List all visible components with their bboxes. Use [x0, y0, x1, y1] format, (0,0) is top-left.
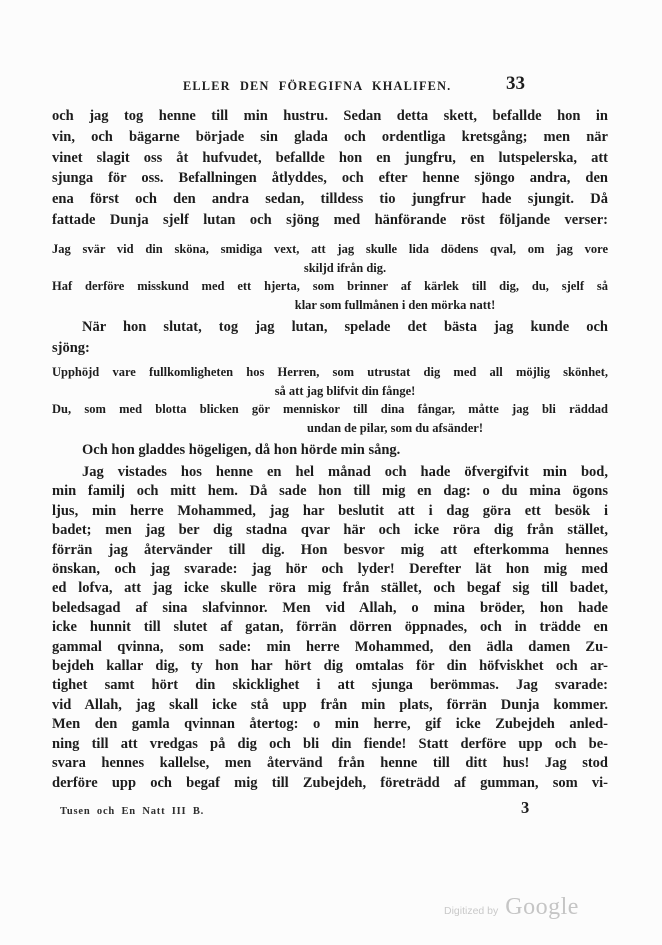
verse-block-1: [52, 240, 608, 314]
text-line: gammal qvinna, som sade: min herre Mohammed, den ädla damen Zu-: [52, 638, 608, 655]
printer-signature: Tusen och En Natt III B.: [60, 806, 205, 817]
sheet-number-bottom: 3: [521, 798, 530, 817]
text-line: förrän jag återvänder till dig. Hon besvor mig att efterkomma hennes: [52, 541, 608, 558]
page-number-top: 33: [506, 73, 525, 94]
text-line: klar som fullmånen i den mörka natt!: [294, 297, 496, 312]
text-line: min familj och mitt hem. Då sade hon till mig en dag: o du mina ögons: [52, 483, 608, 500]
text-line: bejdeh kallar dig, ty hon har hört dig omtalas för din höfviskhet och ar-: [52, 658, 608, 675]
running-header-title: ELLER DEN FÖREGIFNA KHALIFEN.: [183, 79, 452, 93]
text-line: undan de pilar, som du afsänder!: [307, 420, 483, 435]
text-line: vin, och bägarne började sin glada och ordentliga kretsgång; men när: [52, 128, 608, 145]
text-line: och jag tog henne till min hustru. Sedan detta skett, befallde hon in: [52, 108, 608, 124]
text-line: ljus, min herre Mohammed, jag har beslutit att i dag göra ett besök i: [52, 502, 608, 519]
text-line: Men den gamla qvinnan återtog: o min herre, gif icke Zubejdeh anled-: [52, 716, 608, 733]
text-line: Du, som med blotta blicken gör menniskor till dina fångar, måtte jag bli räddad: [52, 402, 608, 416]
paragraph-2: [52, 317, 608, 359]
text-line: icke hunnit till slutet af gatan, förrän dörren öppnades, och in trädde en: [52, 619, 608, 636]
text-line: skiljd ifrån dig.: [303, 260, 387, 275]
text-line: Och hon gladdes högeligen, då hon hörde min sång.: [82, 442, 401, 458]
text-line: beledsagad af sina slafvinnor. Men vid Allah, o mina bröder, hon hade: [52, 599, 608, 616]
text-line: svara hennes kallelse, men återvänd från henne till ditt hus! Jag stod: [52, 755, 608, 772]
verse-block-2: [52, 363, 608, 437]
paragraph-continuation: [52, 106, 608, 231]
text-line: önskan, och jag svarade: jag hör och lyder! Derefter lät hon mig med: [52, 561, 608, 578]
text-line: sjunga för oss. Befallningen åtlyddes, och efter henne sjöngo andra, den: [52, 170, 608, 187]
paragraph-4: [52, 463, 608, 793]
paragraph-3: [52, 440, 608, 461]
text-line: ed lofva, att jag icke skulle röra mig från stället, och begaf sig till badet,: [52, 580, 608, 597]
text-line: Haf derföre misskund med ett hjerta, som brinner af kärlek till dig, du, sjelf så: [52, 279, 608, 293]
text-line: När hon slutat, tog jag lutan, spelade det bästa jag kunde och: [82, 319, 608, 335]
text-line: Jag svär vid din sköna, smidiga vext, att jag skulle lida dödens qval, om jag vore: [52, 242, 608, 256]
text-line: fattade Dunja sjelf lutan och sjöng med hänförande röst följande verser:: [52, 211, 608, 228]
text-line: vinet slagit oss åt hufvudet, befallde hon en jungfru, en lutspelerska, att: [52, 149, 608, 166]
watermark-prefix-label: Digitized by: [444, 905, 499, 917]
text-line: tighet samt hört din skicklighet i att sjunga berömmas. Jag svarade:: [52, 677, 608, 694]
google-watermark: [444, 894, 579, 921]
text-line: Jag vistades hos henne en hel månad och hade öfvergifvit min bod,: [82, 464, 608, 480]
text-line: Upphöjd vare fullkomligheten hos Herren, som utrustat dig med all möjlig skönhet,: [52, 365, 608, 379]
google-logo: Google: [505, 894, 579, 920]
text-line: ning till att vredgas på dig och bli din fiende! Statt derföre upp och be-: [52, 735, 608, 752]
text-line: sjöng:: [52, 339, 90, 356]
text-line: badet; men jag ber dig stadna qvar här och icke röra dig från stället,: [52, 522, 608, 539]
text-line: vid Allah, jag skall icke stå upp från min plats, förrän Dunja kommer.: [52, 696, 608, 713]
text-line: derföre upp och begaf mig till Zubejdeh, företrädd af gumman, som vi-: [52, 774, 608, 791]
text-line: så att jag blifvit din fånge!: [274, 383, 416, 398]
text-line: ena först och den andra sedan, tilldess tio jungfrur hade sjungit. Då: [52, 191, 608, 208]
